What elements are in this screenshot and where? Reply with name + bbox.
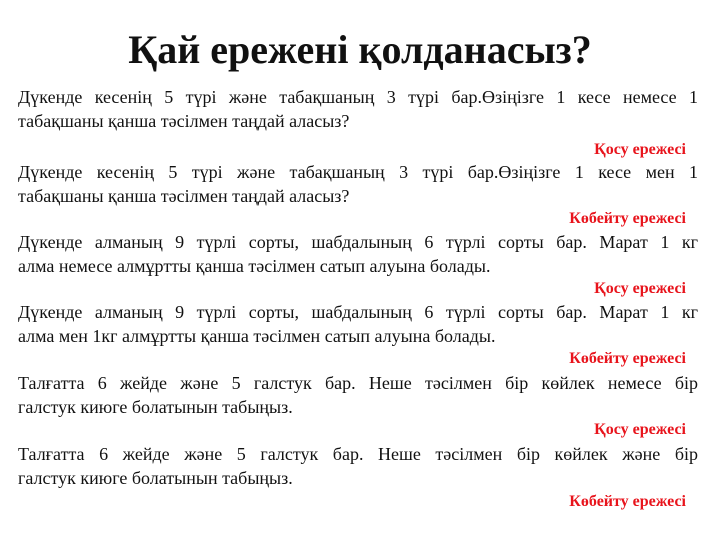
problem-text-line: Талғатта 6 жейде және 5 галстук бар. Неше тәсілмен бір көйлек немесе бір	[18, 373, 698, 393]
rule-label: Қосу ережесі	[594, 141, 686, 158]
rule-label: Көбейту ережесі	[569, 493, 686, 510]
problem-text-line: табақшаны қанша тәсілмен таңдай аласыз?	[18, 111, 350, 131]
problem-6	[18, 442, 698, 490]
slide-title: Қай ережені қолданасыз?	[128, 27, 592, 72]
problem-1	[18, 85, 698, 133]
problem-text-line: Дүкенде кесенің 5 түрі және табақшаның 3 түрі бар.Өзіңізге 1 кесе мен 1	[18, 162, 698, 182]
problem-5	[18, 371, 698, 419]
rule-label: Көбейту ережесі	[569, 350, 686, 367]
problem-text-line: галстук киюге болатынын табыңыз.	[18, 397, 293, 417]
problem-text-line: Талғатта 6 жейде және 5 галстук бар. Неше тәсілмен бір көйлек және бір	[18, 444, 698, 464]
problem-2	[18, 160, 698, 208]
problem-4	[18, 300, 698, 348]
problem-text-line: алма мен 1кг алмұртты қанша тәсілмен сатып алуына болады.	[18, 326, 496, 346]
problem-text-line: табақшаны қанша тәсілмен таңдай аласыз?	[18, 186, 350, 206]
problem-text-line: галстук киюге болатынын табыңыз.	[18, 468, 293, 488]
problem-3	[18, 230, 698, 278]
problem-text-line: Дүкенде кесенің 5 түрі және табақшаның 3 түрі бар.Өзіңізге 1 кесе немесе 1	[18, 87, 698, 107]
rule-label: Қосу ережесі	[594, 421, 686, 438]
problem-text-line: алма немесе алмұртты қанша тәсілмен сатып алуына болады.	[18, 256, 491, 276]
rule-label: Көбейту ережесі	[569, 210, 686, 227]
problem-text-line: Дүкенде алманың 9 түрлі сорты, шабдалының 6 түрлі сорты бар. Марат 1 кг	[18, 302, 698, 322]
problem-text-line: Дүкенде алманың 9 түрлі сорты, шабдалының 6 түрлі сорты бар. Марат 1 кг	[18, 232, 698, 252]
rule-label: Қосу ережесі	[594, 280, 686, 297]
